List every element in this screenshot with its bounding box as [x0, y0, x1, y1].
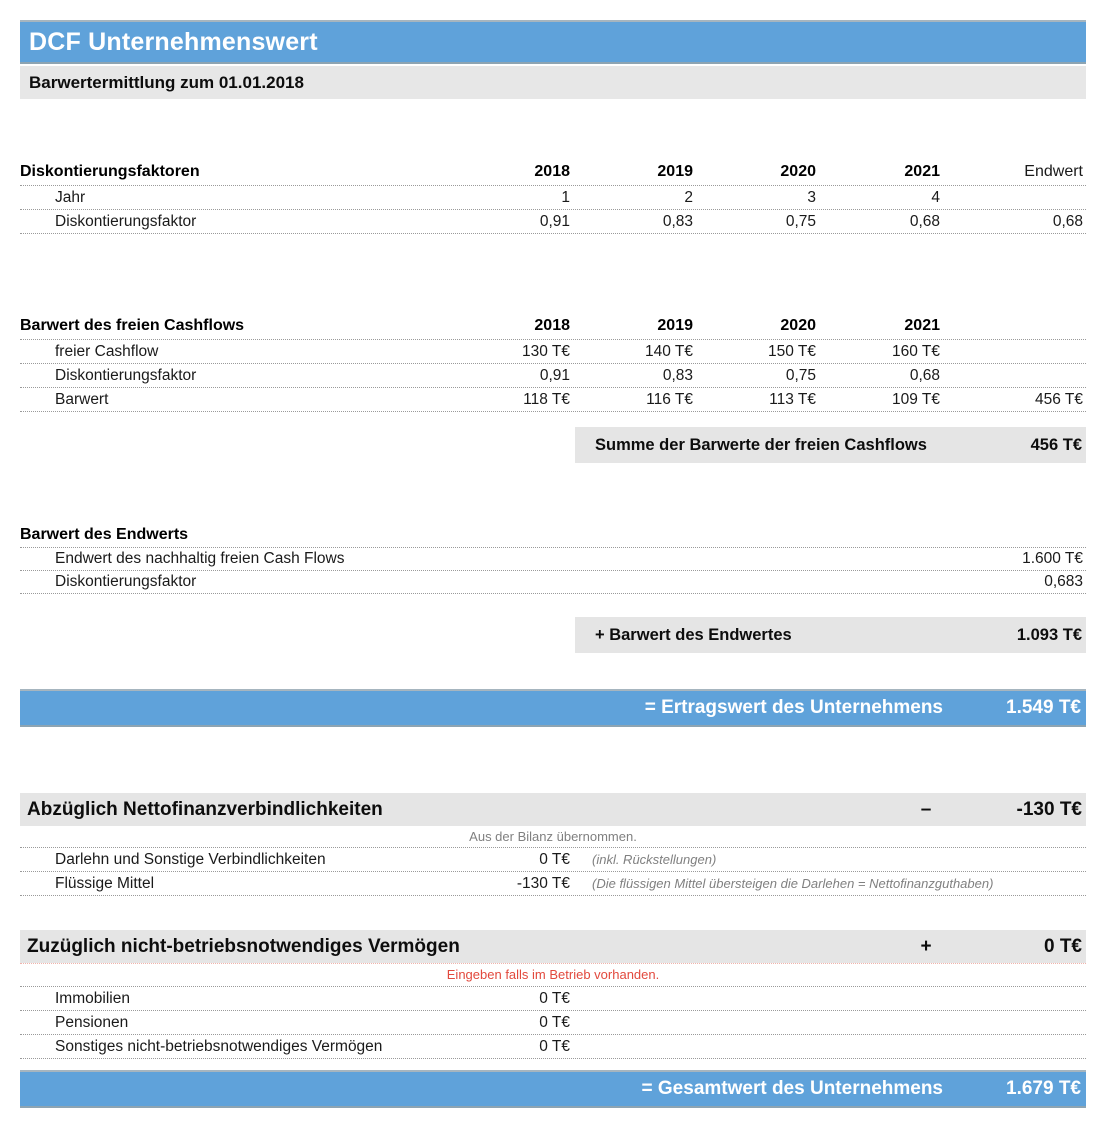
cell-value: 0,68 — [909, 212, 940, 230]
row-label: Darlehn und Sonstige Verbindlichkeiten — [55, 850, 326, 868]
cell-value: 4 — [931, 188, 940, 206]
table-header-row — [20, 158, 1086, 186]
table-header-row — [20, 312, 1086, 340]
cell-value: 456 T€ — [1035, 390, 1083, 408]
net-debt-section-bar — [20, 793, 1086, 826]
cell-value: 0,83 — [662, 366, 693, 384]
discount-factors-table — [20, 158, 1086, 234]
input-hint-note: Eingeben falls im Betrieb vorhanden. — [20, 963, 1086, 987]
row-label: Diskontierungsfaktor — [55, 366, 197, 384]
table-row — [20, 987, 1086, 1011]
row-label: Barwert — [55, 390, 109, 408]
cell-value: 116 T€ — [646, 390, 693, 408]
section-value: -130 T€ — [1016, 798, 1082, 820]
column-header-2021: 2021 — [904, 162, 940, 180]
row-label: Sonstiges nicht-betriebsnotwendiges Vermögen — [55, 1037, 383, 1055]
table-row — [20, 548, 1086, 571]
sum-label: Summe der Barwerte der freien Cashflows — [595, 435, 927, 454]
total-value: 1.679 T€ — [1006, 1078, 1081, 1099]
row-label: Diskontierungsfaktor — [55, 573, 197, 590]
row-label: Endwert des nachhaltig freien Cash Flows — [55, 550, 345, 567]
cashflow-sum-bar — [575, 427, 1086, 463]
total-value: 1.549 T€ — [1006, 697, 1081, 718]
row-label: Immobilien — [55, 989, 130, 1007]
cell-value: 113 T€ — [769, 390, 816, 408]
cell-value: 0,68 — [1052, 212, 1083, 230]
table-row — [20, 388, 1086, 412]
section-title: Zuzüglich nicht-betriebsnotwendiges Vermögen — [27, 935, 460, 957]
cell-value: 0,75 — [785, 212, 816, 230]
cell-value: 0,91 — [539, 366, 570, 384]
gesamtwert-total-bar — [20, 1070, 1086, 1108]
column-header-2020: 2020 — [780, 316, 816, 334]
cashflow-input-cell[interactable]: 130 T€ — [522, 342, 570, 360]
table-row — [20, 848, 1086, 872]
table-row — [20, 571, 1086, 594]
ertragswert-total-bar — [20, 689, 1086, 727]
cell-value: 3 — [807, 188, 816, 206]
terminal-sum-bar — [575, 617, 1086, 653]
table-title: Barwert des freien Cashflows — [20, 316, 245, 334]
cell-value: 0,91 — [539, 212, 570, 230]
cell-value: 0,83 — [662, 212, 693, 230]
column-header-2019: 2019 — [657, 316, 693, 334]
row-label: freier Cashflow — [55, 342, 159, 360]
table-row — [20, 340, 1086, 364]
sum-label: + Barwert des Endwertes — [595, 625, 792, 644]
page-subtitle: Barwertermittlung zum 01.01.2018 — [29, 72, 304, 92]
asset-input-cell[interactable]: 0 T€ — [539, 1037, 570, 1055]
table-row — [20, 364, 1086, 388]
cell-value: 0,683 — [1044, 573, 1083, 590]
cashflow-input-cell[interactable]: 140 T€ — [645, 342, 693, 360]
subtitle-bar — [20, 66, 1086, 99]
section-value: 0 T€ — [1043, 935, 1082, 957]
terminal-value-table — [20, 522, 1086, 594]
cashflow-input-cell[interactable]: 160 T€ — [892, 342, 940, 360]
minus-sign: – — [920, 798, 932, 820]
total-label: = Ertragswert des Unternehmens — [644, 697, 943, 718]
cell-value: 109 T€ — [892, 390, 940, 408]
row-label: Jahr — [55, 188, 86, 206]
table-row — [20, 872, 1086, 896]
column-header-2020: 2020 — [780, 162, 816, 180]
liquid-assets-input-cell[interactable]: -130 T€ — [516, 874, 570, 892]
table-row — [20, 210, 1086, 234]
title-bar — [20, 20, 1086, 64]
table-header-row — [20, 522, 1086, 548]
row-note: (Die flüssigen Mittel übersteigen die Darlehen = Nettofinanzguthaben) — [592, 876, 994, 891]
asset-input-cell[interactable]: 0 T€ — [539, 989, 570, 1007]
non-operating-section-bar — [20, 930, 1086, 963]
free-cashflow-table — [20, 312, 1086, 412]
table-row — [20, 186, 1086, 210]
column-header-2019: 2019 — [657, 162, 693, 180]
column-header-2021: 2021 — [904, 316, 940, 334]
total-label: = Gesamtwert des Unternehmens — [641, 1078, 943, 1099]
cell-value: 118 T€ — [523, 390, 570, 408]
row-label: Flüssige Mittel — [55, 874, 155, 892]
cell-value: 0,75 — [785, 366, 816, 384]
terminal-value-input-cell[interactable]: 1.600 T€ — [1022, 550, 1083, 567]
row-note: (inkl. Rückstellungen) — [592, 852, 717, 867]
table-title: Diskontierungsfaktoren — [20, 162, 200, 180]
page-title: DCF Unternehmenswert — [29, 27, 318, 56]
row-label: Diskontierungsfaktor — [55, 212, 197, 230]
balance-sheet-note: Aus der Bilanz übernommen. — [20, 826, 1086, 848]
cell-value: 0,68 — [909, 366, 940, 384]
cashflow-input-cell[interactable]: 150 T€ — [768, 342, 816, 360]
column-header-2018: 2018 — [534, 316, 570, 334]
column-header-2018: 2018 — [534, 162, 570, 180]
row-label: Pensionen — [55, 1013, 129, 1031]
asset-input-cell[interactable]: 0 T€ — [539, 1013, 570, 1031]
table-row — [20, 1035, 1086, 1059]
liability-input-cell[interactable]: 0 T€ — [539, 850, 570, 868]
sum-value: 1.093 T€ — [1016, 625, 1082, 644]
plus-sign: + — [920, 935, 932, 957]
sum-value: 456 T€ — [1030, 435, 1082, 454]
column-header-endwert: Endwert — [1024, 162, 1083, 180]
table-row — [20, 1011, 1086, 1035]
table-title: Barwert des Endwerts — [20, 525, 189, 543]
section-title: Abzüglich Nettofinanzverbindlichkeiten — [27, 798, 383, 820]
cell-value: 1 — [561, 188, 570, 206]
cell-value: 2 — [684, 188, 693, 206]
